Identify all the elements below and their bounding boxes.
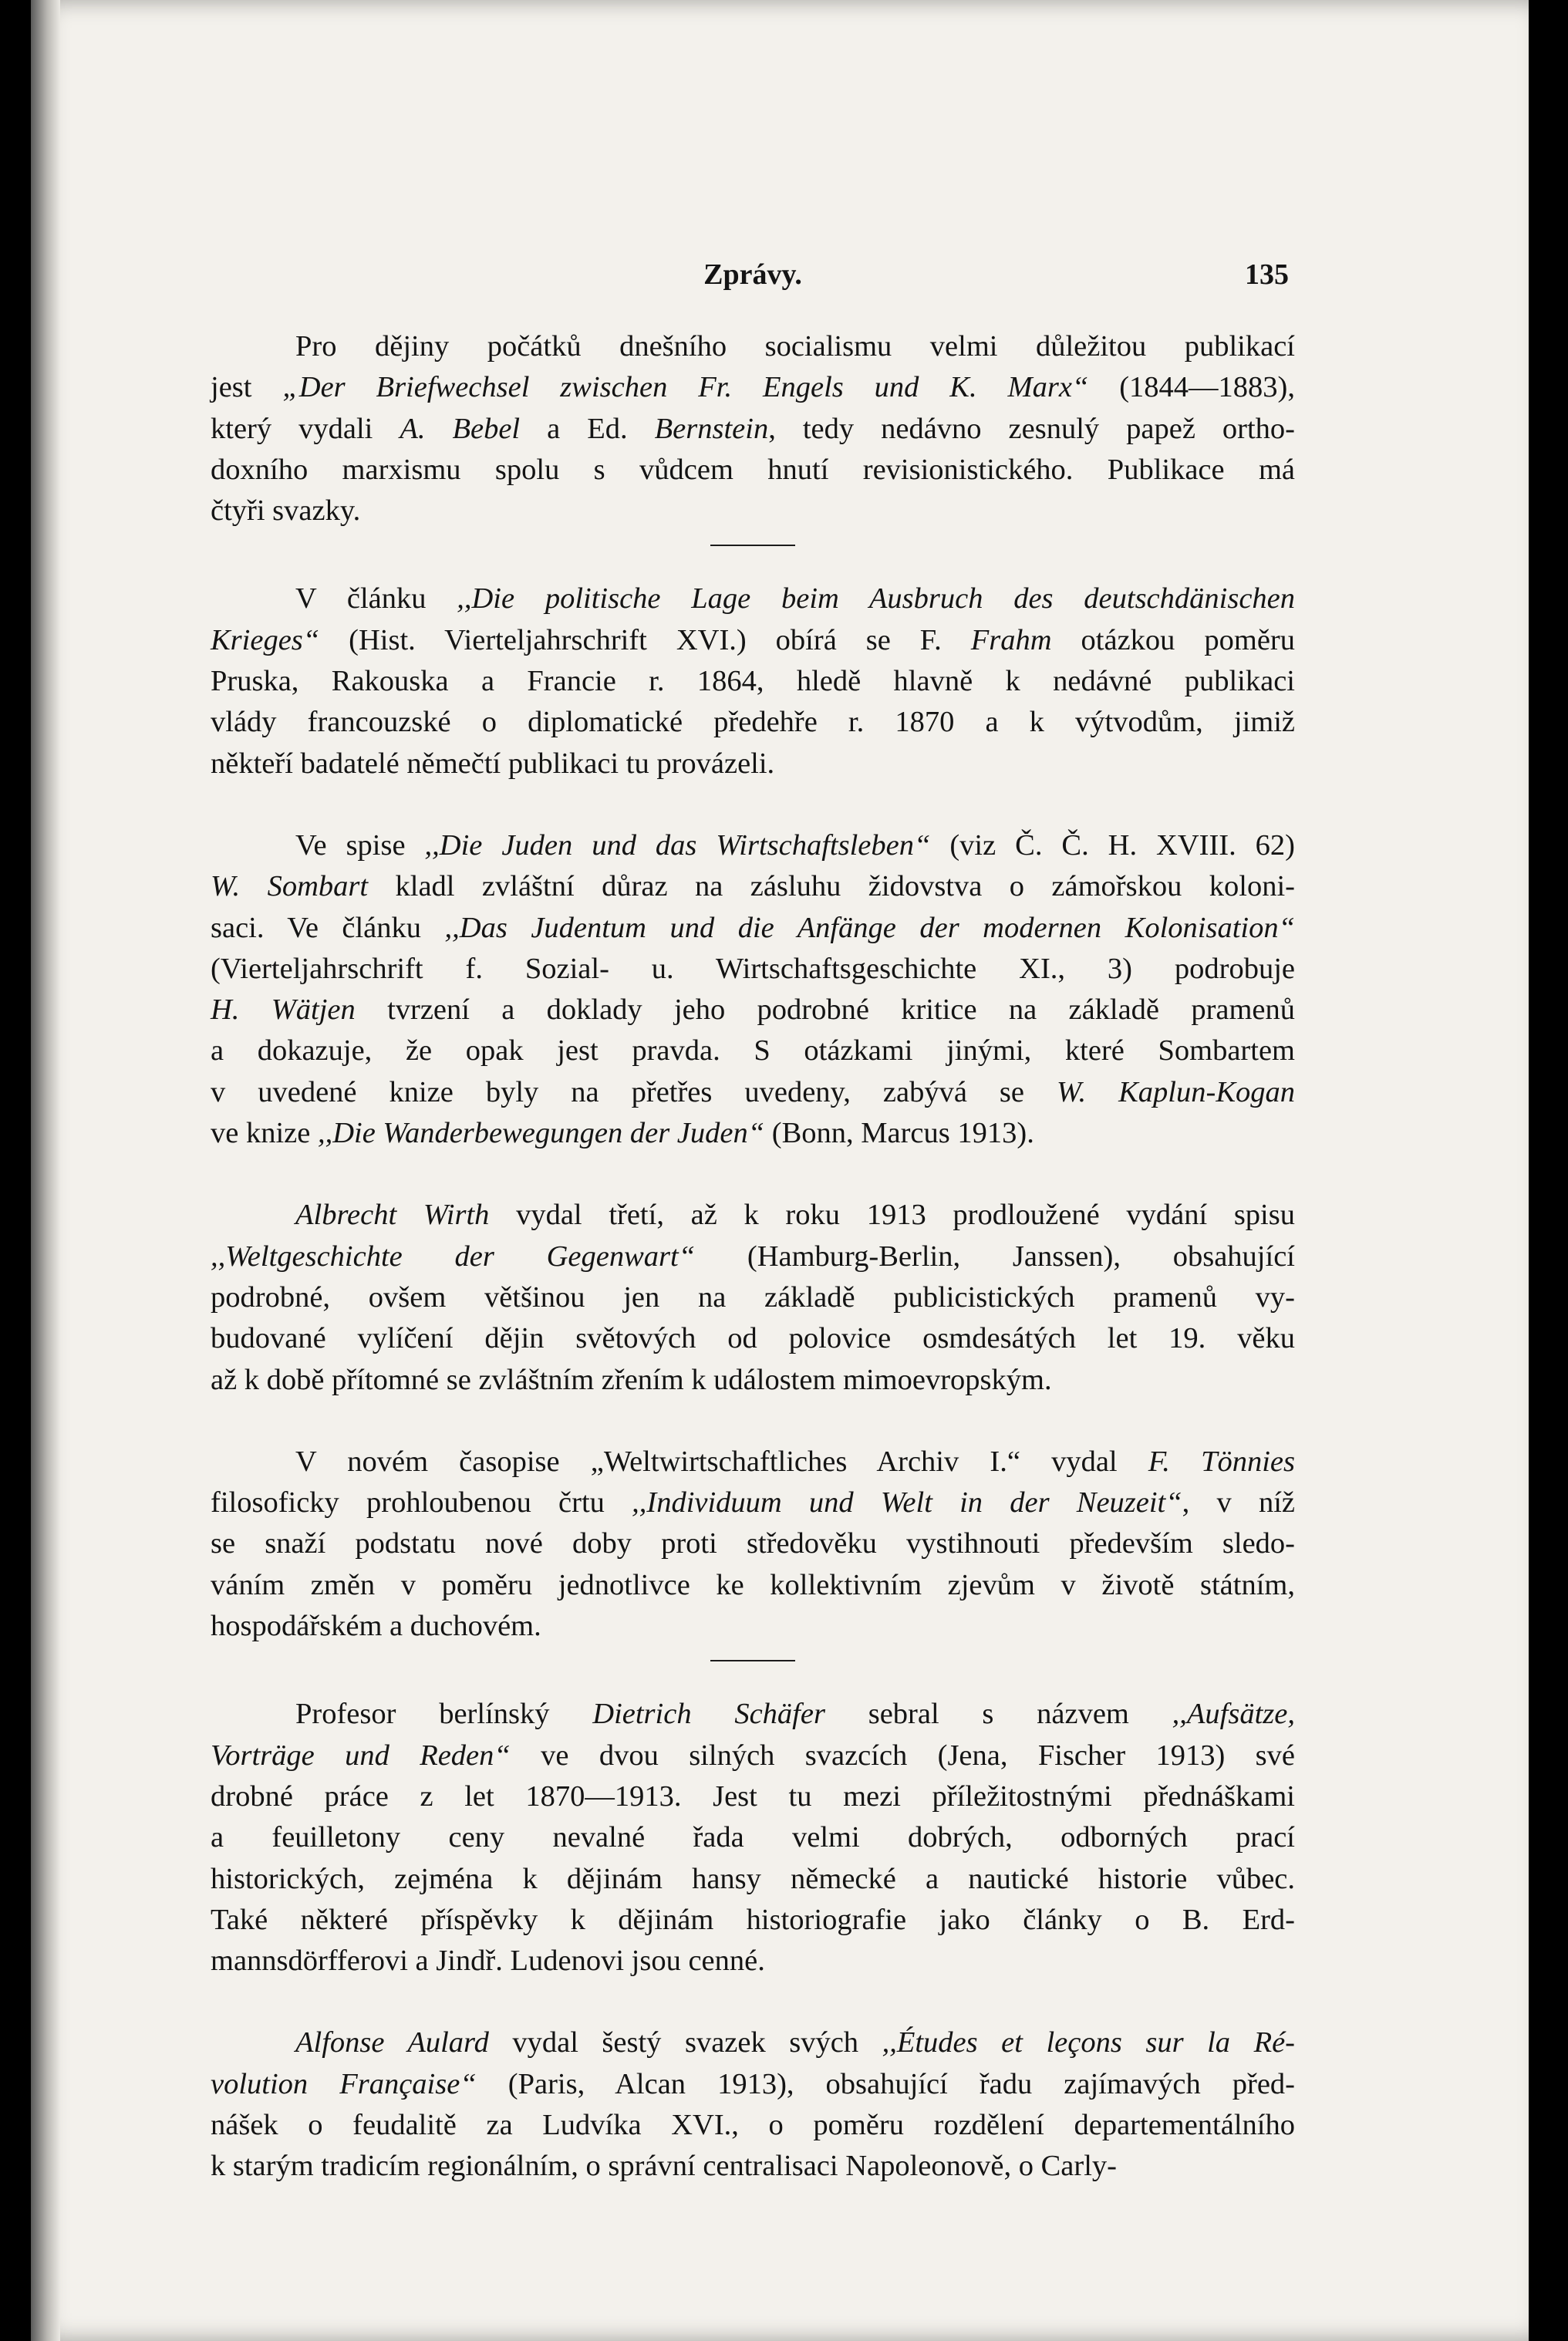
text-span: v uvedené knize byly na přetřes uvedeny, zabývá se xyxy=(211,1075,1057,1108)
text-span: ve dvou silných svazcích (Jena, Fischer 1913) své xyxy=(510,1739,1296,1772)
text-span: , tedy nedávno zesnulý papež ortho- xyxy=(768,412,1296,445)
italic-span: ,,Die Wanderbewegungen der Juden“ xyxy=(317,1117,765,1150)
text-line xyxy=(211,1360,1295,1401)
italic-span: volution Française“ xyxy=(211,2067,477,2100)
text-span: saci. Ve článku xyxy=(211,911,445,944)
text-line xyxy=(211,1195,1295,1236)
text-span: sebral s názvem xyxy=(824,1698,1172,1731)
text-line xyxy=(211,2022,1295,2063)
text-span: (1844—1883), xyxy=(1088,371,1295,404)
text-span: vlády francouzské o diplomatické předehře r. 1870 a k výtvodům, jimiž xyxy=(211,706,1295,739)
text-span: a dokazuje, že opak jest pravda. S otázkami jinými, které Sombartem xyxy=(211,1034,1295,1068)
italic-span: Frahm xyxy=(970,623,1052,656)
text-line xyxy=(211,367,1295,408)
text-line xyxy=(211,744,1295,784)
text-span: otázkou poměru xyxy=(1051,623,1295,656)
text-line xyxy=(211,908,1295,949)
text-line xyxy=(211,491,1295,531)
section-rule xyxy=(710,545,795,546)
text-span: jest xyxy=(211,371,283,404)
text-span: váním změn v poměru jednotlivce ke kollektivním zjevům v životě státním, xyxy=(211,1568,1295,1601)
text-span: se snaží podstatu nové doby proti středověku vystihnouti především sledo- xyxy=(211,1527,1295,1560)
italic-span: A. Bebel xyxy=(400,412,521,445)
article-body xyxy=(211,326,1295,2188)
text-span: (Hist. Vierteljahrschrift XVI.) obírá se F. xyxy=(319,623,971,656)
italic-span: Vorträge und Reden“ xyxy=(211,1739,511,1772)
text-span: V novém časopise „Weltwirtschaftliches Archiv I.“ vydal xyxy=(295,1445,1148,1478)
italic-span: Krieges“ xyxy=(211,623,320,656)
text-span: až k době přítomné se zvláštním zřením k událostem mimoevropským. xyxy=(211,1363,1052,1396)
text-line xyxy=(211,579,1295,619)
text-line xyxy=(211,1072,1295,1113)
text-line xyxy=(211,620,1295,661)
italic-span: ,,Aufsätze, xyxy=(1172,1698,1295,1731)
italic-span: F. Tönnies xyxy=(1148,1445,1296,1478)
italic-span: ,,Die politische Lage beim Ausbruch des deutschdänischen xyxy=(457,582,1296,616)
text-span: čtyři svazky. xyxy=(211,494,361,528)
text-span: Také některé příspěvky k dějinám historiografie jako články o B. Erd- xyxy=(211,1903,1295,1936)
text-line xyxy=(211,1523,1295,1564)
text-span: (Vierteljahrschrift f. Sozial- u. Wirtschaftsgeschichte XI., 3) podrobuje xyxy=(211,952,1295,985)
text-line xyxy=(211,1565,1295,1606)
text-line xyxy=(211,1941,1295,1982)
text-span: který vydali xyxy=(211,412,400,445)
text-span: kladl zvláštní důraz na zásluhu židovstva o zámořskou koloni- xyxy=(368,870,1295,903)
italic-span: ,,Das Judentum und die Anfänge der modernen Kolonisation“ xyxy=(444,911,1295,944)
text-span: vydal šestý svazek svých xyxy=(488,2026,882,2059)
italic-span: ,,Die Juden und das Wirtschaftsleben“ xyxy=(424,828,931,862)
page-header xyxy=(211,255,1295,295)
text-line xyxy=(211,990,1295,1031)
text-span: nášek o feudalitě za Ludvíka XVI., o poměru rozdělení departementálního xyxy=(211,2108,1295,2141)
italic-span: H. Wätjen xyxy=(211,993,356,1027)
text-span: někteří badatelé němečtí publikaci tu provázeli. xyxy=(211,747,775,780)
text-line xyxy=(211,2105,1295,2146)
text-line xyxy=(211,1776,1295,1817)
text-line xyxy=(211,326,1295,367)
text-line xyxy=(211,1483,1295,1523)
italic-span: ,,Weltgeschichte der Gegenwart“ xyxy=(211,1240,696,1273)
paragraph xyxy=(211,326,1295,531)
text-line xyxy=(211,866,1295,907)
italic-span: Albrecht Wirth xyxy=(295,1199,490,1232)
text-span: , v níž xyxy=(1182,1486,1295,1520)
text-line xyxy=(211,1031,1295,1071)
text-line xyxy=(211,2146,1295,2187)
text-line xyxy=(211,949,1295,990)
text-span: k starým tradicím regionálním, o správní centralisaci Napoleonově, o Carly- xyxy=(211,2150,1117,2183)
text-line xyxy=(211,1859,1295,1900)
text-line xyxy=(211,450,1295,491)
text-span: Pruska, Rakouska a Francie r. 1864, hledě hlavně k nedávné publikaci xyxy=(211,665,1295,698)
text-span: budované vylíčení dějin světových od polovice osmdesátých let 19. věku xyxy=(211,1322,1295,1355)
text-span: mannsdörfferovi a Jindř. Ludenovi jsou cenné. xyxy=(211,1945,765,1978)
text-span: (Bonn, Marcus 1913). xyxy=(764,1117,1034,1150)
text-line xyxy=(211,1817,1295,1858)
italic-span: Alfonse Aulard xyxy=(295,2026,489,2059)
text-line xyxy=(211,1318,1295,1359)
running-head: Zprávy. xyxy=(703,258,802,291)
text-span: (Paris, Alcan 1913), obsahující řadu zajímavých před- xyxy=(476,2067,1295,2100)
italic-span: ,,Études et leçons sur la Ré- xyxy=(882,2026,1295,2059)
paragraph xyxy=(211,579,1295,784)
text-line xyxy=(211,1900,1295,1941)
text-span: a Ed. xyxy=(520,412,655,445)
italic-span: Bernstein xyxy=(654,412,769,445)
text-span: (viz Č. Č. H. XVIII. 62) xyxy=(930,828,1295,862)
page-number: 135 xyxy=(1245,258,1289,291)
text-span: Ve spise xyxy=(295,828,425,862)
text-span: doxního marxismu spolu s vůdcem hnutí revisionistického. Publikace má xyxy=(211,453,1295,486)
text-span: podrobné, ovšem většinou jen na základě publicistických pramenů vy- xyxy=(211,1280,1295,1314)
italic-span: W. Kaplun-Kogan xyxy=(1056,1075,1295,1108)
text-line xyxy=(211,1277,1295,1318)
paragraph xyxy=(211,1195,1295,1400)
text-span: ve knize xyxy=(211,1117,318,1150)
italic-span: „Der Briefwechsel zwischen Fr. Engels und K. Marx“ xyxy=(282,371,1089,404)
text-line xyxy=(211,1236,1295,1277)
paragraph-gap xyxy=(211,784,1295,825)
text-span: Profesor berlínský xyxy=(295,1698,593,1731)
text-line xyxy=(211,1736,1295,1776)
paragraph-gap xyxy=(211,1154,1295,1195)
text-line xyxy=(211,1113,1295,1154)
text-span: drobné práce z let 1870—1913. Jest tu mezi příležitostnými přednáškami xyxy=(211,1779,1295,1813)
text-span: tvrzení a doklady jeho podrobné kritice na základě pramenů xyxy=(355,993,1296,1027)
paragraph xyxy=(211,825,1295,1154)
page-body xyxy=(211,255,1295,2188)
text-line xyxy=(211,409,1295,450)
text-span: historických, zejména k dějinám hansy německé a nautické historie vůbec. xyxy=(211,1862,1295,1895)
italic-span: Dietrich Schäfer xyxy=(592,1698,825,1731)
paragraph xyxy=(211,1694,1295,1982)
text-span: V článku xyxy=(295,582,457,616)
text-span: Pro dějiny počátků dnešního socialismu velmi důležitou publikací xyxy=(295,330,1295,363)
paragraph-gap xyxy=(211,1401,1295,1442)
text-span: a feuilletony ceny nevalné řada velmi dobrých, odborných prací xyxy=(211,1821,1295,1854)
text-span: (Hamburg-Berlin, Janssen), obsahující xyxy=(695,1240,1295,1273)
section-rule xyxy=(710,1660,795,1661)
text-line xyxy=(211,661,1295,702)
italic-span: ,,Individuum und Welt in der Neuzeit“ xyxy=(632,1486,1182,1520)
paragraph-gap xyxy=(211,1982,1295,2022)
paragraph xyxy=(211,1442,1295,1647)
text-span: filosoficky prohloubenou črtu xyxy=(211,1486,632,1520)
text-line xyxy=(211,825,1295,866)
text-line xyxy=(211,1442,1295,1483)
italic-span: W. Sombart xyxy=(211,870,369,903)
text-line xyxy=(211,2064,1295,2105)
text-line xyxy=(211,1694,1295,1735)
text-span: vydal třetí, až k roku 1913 prodloužené vydání spisu xyxy=(489,1199,1295,1232)
text-line xyxy=(211,1606,1295,1647)
page-gutter-shadow xyxy=(31,0,60,2341)
text-line xyxy=(211,702,1295,743)
paragraph xyxy=(211,2022,1295,2187)
text-span: hospodářském a duchovém. xyxy=(211,1610,541,1643)
